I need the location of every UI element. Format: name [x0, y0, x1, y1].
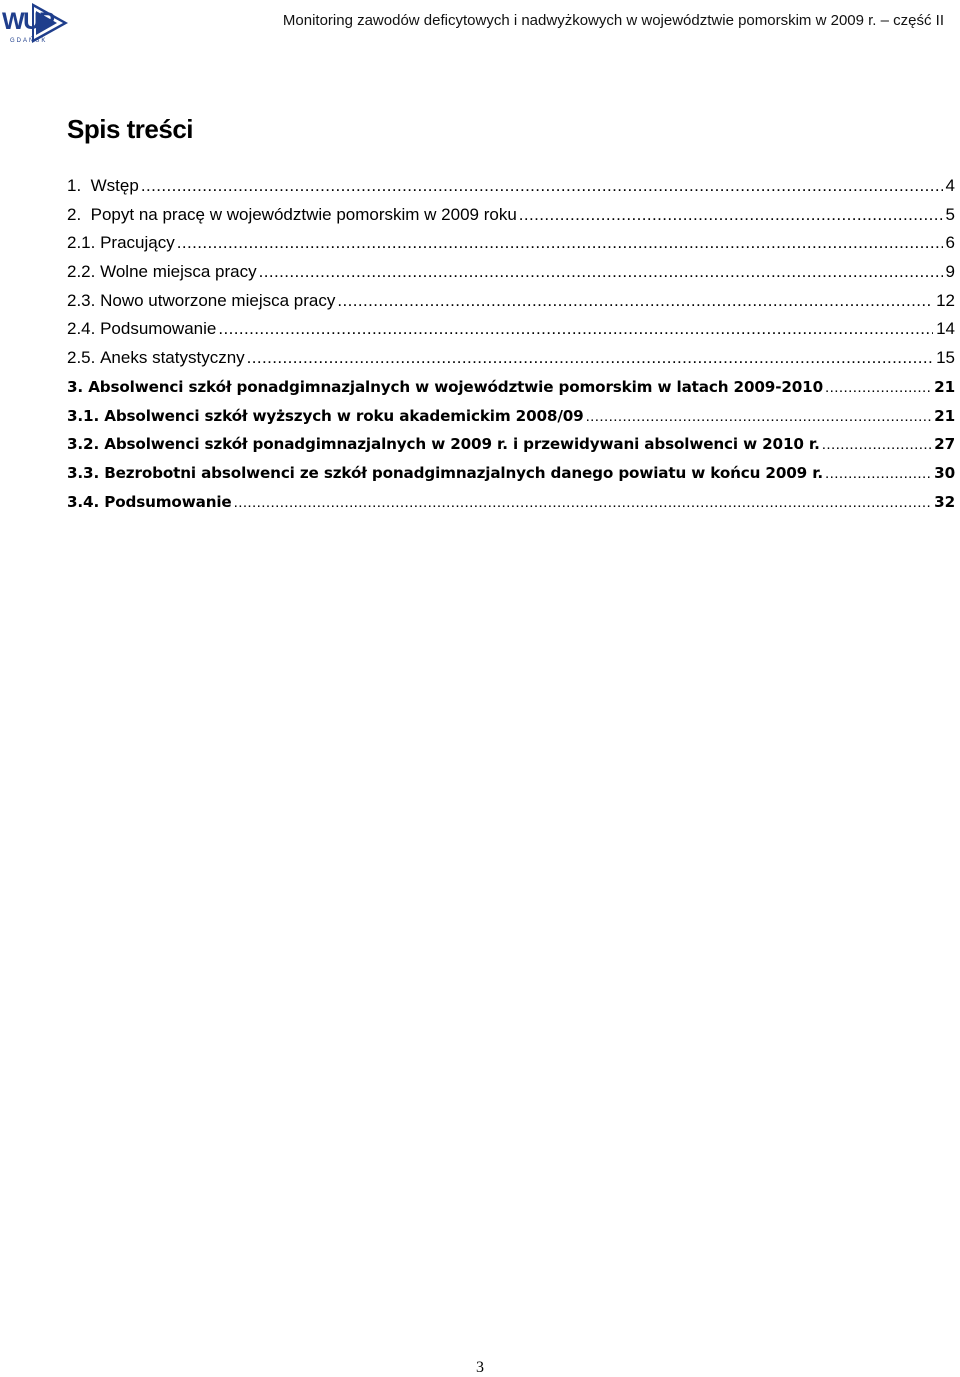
toc-entry-number: 2.4.	[67, 319, 96, 339]
toc-entry-number: 3.3.	[67, 463, 100, 482]
toc-entry-number: 2.5.	[67, 348, 96, 368]
toc-entry-page: 14	[936, 319, 955, 339]
toc-entry-title: Podsumowanie	[104, 492, 232, 511]
toc-entry-page: 32	[934, 492, 955, 511]
toc-entry-label	[67, 172, 139, 201]
toc-entry-page: 5	[945, 204, 955, 224]
toc-entry[interactable]	[67, 373, 955, 402]
dot-leader	[822, 431, 931, 460]
dot-leader	[825, 460, 931, 489]
toc-entry-title: Aneks statystyczny	[100, 348, 245, 368]
toc-entry-label	[67, 430, 820, 459]
toc-entry-number: 2.	[67, 204, 82, 224]
toc-entry-number: 3.2.	[67, 435, 100, 454]
toc-entry[interactable]	[67, 344, 955, 373]
toc-entry-label	[67, 287, 335, 316]
toc-entry-page: 4	[945, 176, 955, 195]
toc-entry-page: 21	[934, 406, 955, 425]
toc-entry[interactable]	[67, 287, 955, 316]
toc-entry[interactable]	[67, 258, 955, 287]
toc-entry[interactable]	[67, 430, 955, 459]
toc-entry-number: 2.2.	[67, 262, 96, 282]
toc-entry-number: 3.4.	[67, 492, 100, 511]
toc-entry-label	[67, 373, 823, 402]
toc-entry-label	[67, 459, 823, 488]
dot-leader	[825, 374, 931, 403]
toc-entry-label	[67, 402, 584, 431]
toc-entry-label	[67, 258, 257, 287]
toc-entry[interactable]	[67, 229, 955, 258]
page-number: 3	[476, 1359, 484, 1376]
toc-entry-page: 12	[936, 290, 955, 310]
toc-entry-number: 3.	[67, 377, 84, 396]
toc-entry-title: Popyt na pracę w województwie pomorskim w 2009 roku	[90, 204, 517, 224]
dot-leader	[177, 229, 943, 258]
toc-entry[interactable]	[67, 201, 955, 230]
toc-entry-number: 2.1.	[67, 233, 96, 253]
toc-entry-title: Podsumowanie	[100, 319, 217, 339]
dot-leader	[519, 201, 943, 230]
toc-entry-page: 6	[945, 233, 955, 253]
toc-entry[interactable]	[67, 488, 955, 517]
toc-entry-title: Wstęp	[90, 176, 139, 195]
toc-entry-title: Absolwenci szkół wyższych w roku akademickim 2008/09	[104, 406, 584, 425]
dot-leader	[247, 344, 933, 373]
toc-entry[interactable]	[67, 459, 955, 488]
toc-entry-page: 27	[934, 435, 955, 454]
toc-entry-title: Nowo utworzone miejsca pracy	[100, 290, 336, 310]
dot-leader	[218, 315, 933, 344]
logo-subtext: GDAŃSK	[10, 38, 48, 44]
dot-leader	[259, 258, 943, 287]
dot-leader	[141, 172, 943, 201]
toc-heading: Spis treści	[67, 114, 194, 144]
toc-entry-page: 21	[934, 377, 955, 396]
toc-entry[interactable]	[67, 172, 955, 201]
toc-entry[interactable]	[67, 315, 955, 344]
toc-entry-title: Absolwenci szkół ponadgimnazjalnych w województwie pomorskim w latach 2009-2010	[88, 377, 824, 396]
toc-entry-label	[67, 201, 517, 230]
toc-entry-page: 9	[945, 262, 955, 282]
toc-entry-number: 3.1.	[67, 406, 100, 425]
dot-leader	[234, 489, 932, 518]
toc-entry-title: Wolne miejsca pracy	[100, 262, 257, 282]
dot-leader	[586, 403, 932, 432]
toc-entry-title: Pracujący	[100, 233, 175, 253]
toc-entry-label	[67, 344, 245, 373]
toc-entry-page: 15	[936, 348, 955, 368]
table-of-contents	[67, 172, 955, 516]
logo-text: WUP	[2, 8, 54, 35]
toc-entry-label	[67, 315, 216, 344]
dot-leader	[337, 287, 933, 316]
toc-entry-title: Absolwenci szkół ponadgimnazjalnych w 2009 r. i przewidywani absolwenci w 2010 r.	[104, 435, 820, 454]
toc-entry[interactable]	[67, 402, 955, 431]
toc-entry-number: 2.3.	[67, 290, 96, 310]
toc-entry-number: 1.	[67, 176, 82, 195]
toc-entry-label	[67, 488, 232, 517]
toc-entry-page: 30	[934, 463, 955, 482]
running-header: Monitoring zawodów deficytowych i nadwyżkowych w województwie pomorskim w 2009 r. – część II	[282, 12, 944, 29]
toc-entry-label	[67, 229, 175, 258]
toc-entry-title: Bezrobotni absolwenci ze szkół ponadgimnazjalnych danego powiatu w końcu 2009 r.	[104, 463, 824, 482]
